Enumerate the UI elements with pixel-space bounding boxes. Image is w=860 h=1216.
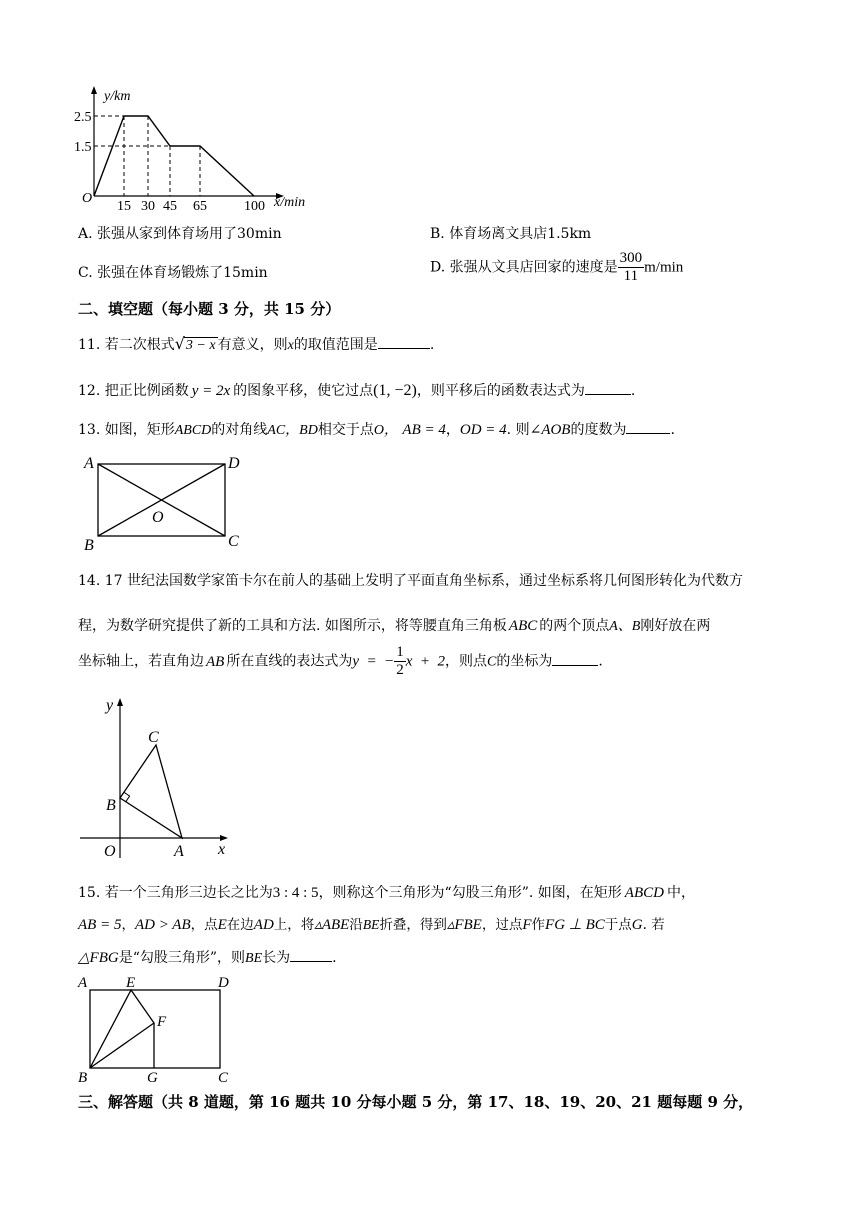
q14-text-b: 的两个顶点 bbox=[539, 618, 610, 634]
q14-eq-rhs: x + 2 bbox=[405, 653, 446, 670]
q13-rect: ABCD bbox=[174, 423, 212, 438]
q15-l3-b: 长为 bbox=[262, 950, 291, 966]
question-14-line-1: 14. 17 世纪法国数学家笛卡尔在前人的基础上发明了平面直角坐标系，通过坐标系将几何图形转化为代数方 bbox=[78, 573, 743, 589]
q15-point-e: E bbox=[217, 917, 227, 933]
q11-text-c: 的取值范围是 bbox=[293, 337, 378, 353]
q14-ab-points: A、B bbox=[609, 619, 641, 634]
coordinate-figure-14 bbox=[76, 690, 246, 870]
label-A: A bbox=[174, 843, 184, 860]
q15-l2-i: 于点 bbox=[604, 917, 632, 933]
q14-text-f: ，则点 bbox=[445, 653, 488, 670]
answer-blank-14[interactable] bbox=[552, 665, 598, 666]
label-O: O bbox=[152, 509, 164, 526]
sqrt-radicand: 3 − x bbox=[185, 338, 216, 353]
q12-point: (1, −2) bbox=[373, 382, 417, 399]
q14-fraction bbox=[394, 644, 406, 679]
rectangle-figure-13 bbox=[80, 450, 250, 554]
fraction-numerator: 300 bbox=[619, 250, 643, 266]
label-B: B bbox=[84, 537, 94, 554]
question-15-line-2 bbox=[78, 913, 665, 934]
question-15-line-3 bbox=[78, 947, 337, 967]
x-tick-45: 45 bbox=[163, 199, 177, 214]
q12-text-b: 的图象平移，使它过点 bbox=[233, 383, 374, 399]
q13-comma: ， bbox=[445, 422, 460, 438]
answer-blank-15[interactable] bbox=[290, 961, 332, 962]
label-A: A bbox=[78, 975, 88, 991]
q15-text-b: ，则称这个三角形为“勾股三角形”. 如图，在矩形 bbox=[318, 885, 622, 901]
x-tick-15: 15 bbox=[117, 199, 131, 214]
q15-l2-g: ，过点 bbox=[481, 917, 523, 933]
q11-text-b: 有意义，则 bbox=[217, 337, 288, 353]
label-B: B bbox=[106, 797, 116, 814]
q12-text-c: ，则平移后的函数表达式为 bbox=[416, 383, 585, 399]
q11-var: x bbox=[287, 338, 294, 353]
origin-label: O bbox=[82, 191, 93, 206]
q12-text-a: 12. 把正比例函数 bbox=[78, 383, 189, 399]
question-14-line-3 bbox=[78, 644, 603, 679]
option-a: A. 张强从家到体育场用了30min bbox=[78, 226, 282, 242]
y-tick-2.5: 2.5 bbox=[74, 110, 92, 125]
q14-text-a: 程，为数学研究提供了新的工具和方法. 如图所示，将等腰直角三角板 bbox=[78, 618, 507, 634]
q15-l2-c: 在边 bbox=[226, 917, 254, 933]
rectangle-fold-figure-15 bbox=[74, 970, 244, 1086]
q14-ab: AB bbox=[206, 653, 225, 670]
section-3-heading: 三、解答题（共 8 道题，第 16 题共 10 分每小题 5 分，第 17、18、19、20、21 题每题 9 分， bbox=[78, 1093, 754, 1111]
q15-l2-f: 折叠，得到 bbox=[379, 917, 447, 933]
q13-point-o: O， bbox=[373, 423, 398, 438]
speed-fraction bbox=[618, 250, 645, 285]
q15-text-a: 15. 若一个三角形三边长之比为 bbox=[78, 885, 273, 901]
q12-function: y = 2x bbox=[191, 383, 231, 399]
question-11 bbox=[78, 334, 434, 354]
q14-abc: ABC bbox=[508, 618, 538, 634]
sqrt-symbol: √ bbox=[174, 334, 185, 353]
q15-ab: AB = 5 bbox=[78, 917, 122, 933]
q13-text-b: 的对角线 bbox=[211, 422, 268, 438]
label-x: x bbox=[218, 841, 226, 858]
label-B: B bbox=[78, 1070, 88, 1086]
section-2-heading: 二、填空题（每小题 3 分，共 15 分） bbox=[78, 300, 341, 318]
option-c: C. 张强在体育场锻炼了15min bbox=[78, 265, 268, 281]
q14-eq-lhs: y = − bbox=[352, 653, 395, 670]
q15-abe: ▵ABE bbox=[314, 917, 350, 933]
q15-be-2: BE bbox=[245, 951, 263, 966]
label-C: C bbox=[218, 1070, 229, 1086]
q14-fraction-den: 2 bbox=[396, 662, 404, 678]
q13-text-c: 相交于点 bbox=[317, 422, 374, 438]
x-axis-label: x/min bbox=[274, 195, 306, 210]
q13-od: OD = 4 bbox=[459, 422, 507, 438]
option-b: B. 体育场离文具店1.5km bbox=[430, 226, 592, 242]
label-D: D bbox=[228, 455, 240, 472]
q14-text-e: 所在直线的表达式为 bbox=[226, 653, 353, 670]
q15-point-g: G bbox=[631, 917, 643, 933]
q13-period: . bbox=[670, 422, 675, 438]
question-14-line-2 bbox=[78, 615, 710, 635]
q15-l2-h: 作 bbox=[531, 917, 546, 933]
q13-ab: AB = 4 bbox=[402, 422, 446, 438]
label-C: C bbox=[228, 533, 239, 550]
option-d-text: D. 张强从文具店回家的速度是 bbox=[430, 259, 618, 276]
q14-fraction-num: 1 bbox=[396, 644, 404, 660]
q15-ratio: 3 : 4 : 5 bbox=[272, 885, 319, 901]
distance-time-graph bbox=[72, 84, 322, 214]
q11-text-a: 11. 若二次根式 bbox=[78, 337, 175, 353]
label-E: E bbox=[126, 975, 136, 991]
x-tick-100: 100 bbox=[244, 199, 265, 214]
answer-blank-13[interactable] bbox=[626, 433, 670, 434]
q13-text-e: 的度数为 bbox=[570, 422, 627, 438]
q15-point-f: F bbox=[522, 917, 532, 933]
q13-angle: AOB bbox=[541, 422, 571, 438]
q14-text-c: 刚好放在两 bbox=[640, 618, 711, 634]
q12-period: . bbox=[630, 383, 636, 399]
speed-unit: m/min bbox=[644, 259, 684, 276]
fraction-denominator: 11 bbox=[623, 268, 639, 284]
option-d bbox=[430, 250, 683, 285]
label-O: O bbox=[104, 843, 116, 860]
answer-blank-12[interactable] bbox=[585, 394, 631, 395]
q14-point-c: C bbox=[487, 654, 497, 670]
q15-l2-a: ， bbox=[121, 917, 135, 933]
label-y: y bbox=[106, 697, 114, 714]
y-tick-1.5: 1.5 bbox=[74, 140, 92, 155]
answer-blank-11[interactable] bbox=[378, 348, 430, 349]
x-tick-65: 65 bbox=[193, 199, 207, 214]
label-C: C bbox=[148, 729, 159, 746]
label-A: A bbox=[84, 455, 94, 472]
q13-text-d: . 则∠ bbox=[506, 422, 542, 438]
q14-text-g: 的坐标为 bbox=[496, 653, 553, 670]
q15-period: . bbox=[332, 950, 337, 966]
q11-period: . bbox=[429, 337, 435, 353]
label-G: G bbox=[147, 1070, 158, 1086]
q15-abcd: ABCD bbox=[624, 885, 664, 901]
question-12 bbox=[78, 380, 635, 400]
q15-fg-perp-bc: FG ⊥ BC bbox=[545, 917, 605, 933]
q15-l2-b: ，点 bbox=[190, 917, 218, 933]
q15-ad-gt-ab: AD > AB bbox=[134, 917, 191, 933]
q14-text-d: 坐标轴上，若直角边 bbox=[78, 653, 204, 670]
q15-be: BE bbox=[362, 917, 380, 932]
q13-text-a: 13. 如图，矩形 bbox=[78, 422, 175, 438]
label-D: D bbox=[218, 975, 229, 991]
q15-l2-j: . 若 bbox=[642, 917, 665, 933]
q15-text-c: 中， bbox=[666, 885, 695, 901]
q15-fbe: ▵FBE bbox=[446, 917, 482, 933]
y-axis-label: y/km bbox=[104, 89, 131, 104]
x-tick-30: 30 bbox=[141, 199, 155, 214]
q15-ad: AD bbox=[253, 917, 274, 933]
q15-l2-e: 沿 bbox=[349, 917, 363, 933]
q15-l3-a: 是“勾股三角形”，则 bbox=[118, 950, 246, 966]
q15-l2-d: 上，将 bbox=[273, 917, 315, 933]
question-13 bbox=[78, 419, 675, 439]
q15-fbg: △FBG bbox=[78, 950, 119, 966]
label-F: F bbox=[157, 1014, 167, 1030]
q14-period: . bbox=[598, 653, 603, 670]
question-15-line-1 bbox=[78, 882, 695, 902]
q13-diagonals: AC，BD bbox=[267, 423, 318, 438]
